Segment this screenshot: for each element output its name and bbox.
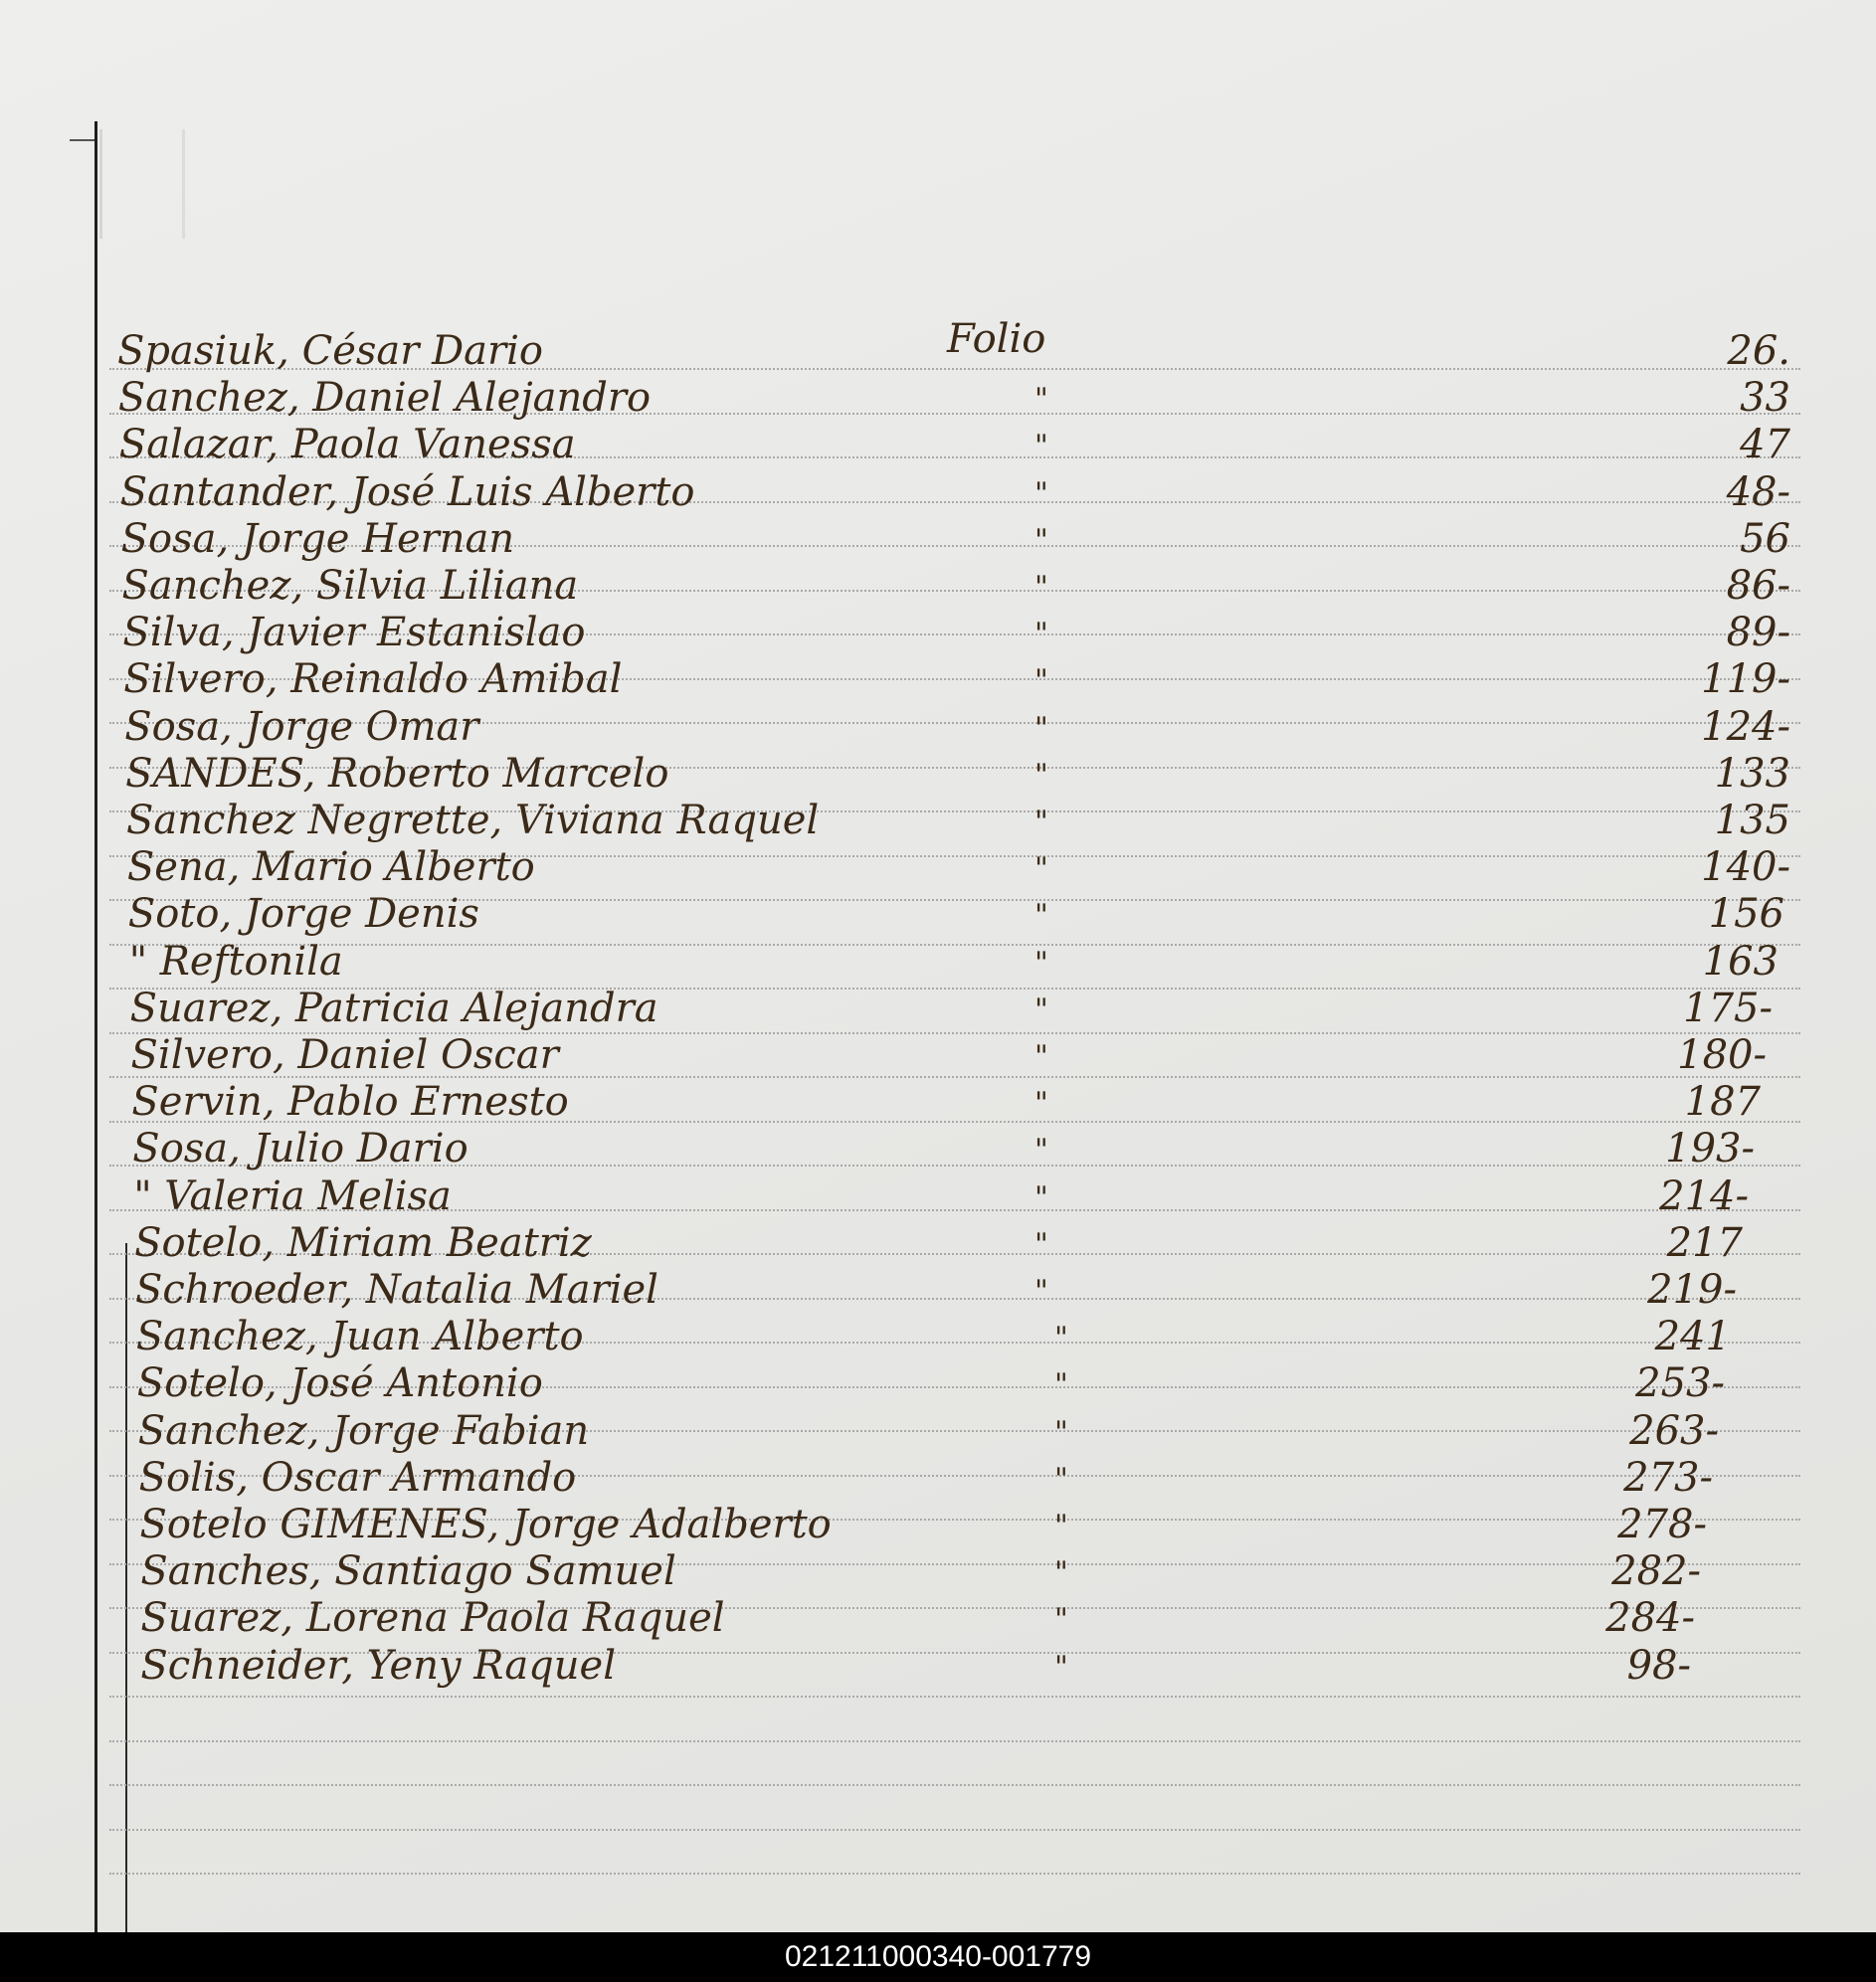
entry-name: Sotelo, Miriam Beatriz	[134, 1219, 592, 1266]
entry-name: Sosa, Julio Dario	[132, 1126, 469, 1172]
entry-name: Sanchez, Silvia Liliana	[121, 563, 579, 609]
entry-name: Sotelo, José Antonio	[136, 1360, 543, 1407]
ditto-mark: "	[1034, 1274, 1048, 1309]
entry-folio: 163	[1702, 938, 1779, 985]
ditto-mark: "	[1034, 851, 1048, 887]
ditto-mark: "	[1034, 710, 1048, 746]
entry-folio: 217	[1666, 1219, 1743, 1266]
entry-folio: 86-	[1726, 563, 1790, 609]
entry-folio: 119-	[1701, 656, 1790, 703]
entry-name: " Valeria Melisa	[133, 1172, 452, 1219]
entry-name: Sanchez, Juan Alberto	[135, 1314, 584, 1360]
entry-name: Sotelo GIMENES, Jorge Adalberto	[139, 1502, 832, 1547]
ditto-mark: "	[1034, 382, 1048, 418]
entry-folio: 187	[1684, 1079, 1761, 1126]
ditto-mark: "	[1054, 1509, 1068, 1543]
entry-folio: 98-	[1626, 1642, 1691, 1689]
entry-folio: 219-	[1647, 1267, 1737, 1313]
entry-folio: 135	[1714, 798, 1790, 843]
entry-folio: 278-	[1617, 1502, 1707, 1547]
ditto-mark: "	[1034, 1086, 1048, 1122]
ledger-entry	[0, 1642, 1876, 1696]
ditto-mark: "	[1034, 429, 1048, 464]
entry-folio: 140-	[1701, 844, 1790, 891]
entry-name: Silva, Javier Estanislao	[122, 610, 586, 656]
ditto-mark: "	[1034, 991, 1048, 1027]
entry-name: Sanchez, Jorge Fabian	[137, 1407, 590, 1454]
ditto-mark: "	[1034, 945, 1048, 981]
ditto-mark: "	[1054, 1461, 1068, 1497]
entry-folio: 48-	[1726, 468, 1790, 515]
entry-name: Salazar, Paola Vanessa	[118, 422, 576, 468]
ditto-mark: "	[1034, 898, 1048, 934]
entry-name: Suarez, Lorena Paola Raquel	[140, 1595, 725, 1642]
entry-name: Sanchez, Daniel Alejandro	[117, 375, 652, 422]
ditto-mark: "	[1034, 617, 1048, 652]
entry-name: Sanches, Santiago Samuel	[140, 1548, 676, 1595]
folio-header: Folio	[947, 316, 1046, 362]
entry-folio: 214-	[1659, 1172, 1749, 1219]
entry-folio: 133	[1714, 750, 1790, 797]
entry-folio: 33	[1740, 375, 1790, 422]
entry-name: Soto, Jorge Denis	[127, 891, 479, 938]
entry-folio: 180-	[1677, 1032, 1767, 1078]
ditto-mark: "	[1034, 1179, 1048, 1215]
entry-folio: 124-	[1701, 703, 1790, 750]
entry-folio: 282-	[1611, 1548, 1701, 1595]
entry-name: Silvero, Reinaldo Amibal	[123, 656, 623, 703]
entry-name: Sosa, Jorge Hernan	[120, 515, 515, 562]
entry-name: Servin, Pablo Ernesto	[131, 1079, 569, 1126]
entry-folio: 89-	[1726, 610, 1790, 656]
ditto-mark: "	[1034, 805, 1048, 839]
entry-folio: 26.	[1727, 328, 1790, 374]
entry-name: Sanchez Negrette, Viviana Raquel	[126, 798, 820, 843]
ditto-mark: "	[1034, 475, 1048, 511]
ditto-mark: "	[1054, 1555, 1068, 1591]
entry-name: Schneider, Yeny Raquel	[140, 1642, 617, 1689]
document-id: 021211000340-001779	[784, 1940, 1092, 1973]
entry-name: Sosa, Jorge Omar	[124, 703, 479, 750]
entry-folio: 253-	[1635, 1360, 1725, 1407]
entry-folio: 175-	[1683, 985, 1773, 1031]
entry-name: Sena, Mario Alberto	[126, 844, 535, 891]
entry-folio: 56	[1740, 515, 1790, 562]
ditto-mark: "	[1034, 1226, 1048, 1262]
entry-name: Suarez, Patricia Alejandra	[129, 985, 658, 1031]
entry-name: Spasiuk, César Dario	[117, 328, 544, 374]
entry-name: SANDES, Roberto Marcelo	[125, 750, 669, 797]
ditto-mark: "	[1054, 1414, 1068, 1450]
entry-folio: 47	[1740, 422, 1790, 468]
entry-name: Santander, José Luis Alberto	[119, 468, 695, 515]
entry-folio: 263-	[1629, 1407, 1719, 1454]
ditto-mark: "	[1034, 757, 1048, 793]
entry-folio: 241	[1654, 1314, 1731, 1360]
entry-folio: 273-	[1623, 1454, 1713, 1501]
entry-name: " Reftonila	[128, 938, 343, 985]
entry-folio: 156	[1708, 891, 1784, 938]
ditto-mark: "	[1034, 522, 1048, 558]
ditto-mark: "	[1054, 1649, 1068, 1685]
ditto-mark: "	[1034, 1133, 1048, 1169]
entry-folio: 193-	[1665, 1126, 1755, 1172]
ditto-mark: "	[1034, 1039, 1048, 1074]
ditto-mark: "	[1054, 1321, 1068, 1356]
entry-name: Silvero, Daniel Oscar	[130, 1032, 559, 1078]
entry-folio: 284-	[1605, 1595, 1695, 1642]
footer-bar	[0, 1932, 1876, 1982]
ditto-mark: "	[1034, 663, 1048, 699]
ditto-mark: "	[1034, 570, 1048, 605]
ditto-mark: "	[1054, 1602, 1068, 1638]
entry-name: Schroeder, Natalia Mariel	[135, 1267, 658, 1313]
entry-name: Solis, Oscar Armando	[138, 1454, 577, 1501]
ditto-mark: "	[1054, 1367, 1068, 1403]
